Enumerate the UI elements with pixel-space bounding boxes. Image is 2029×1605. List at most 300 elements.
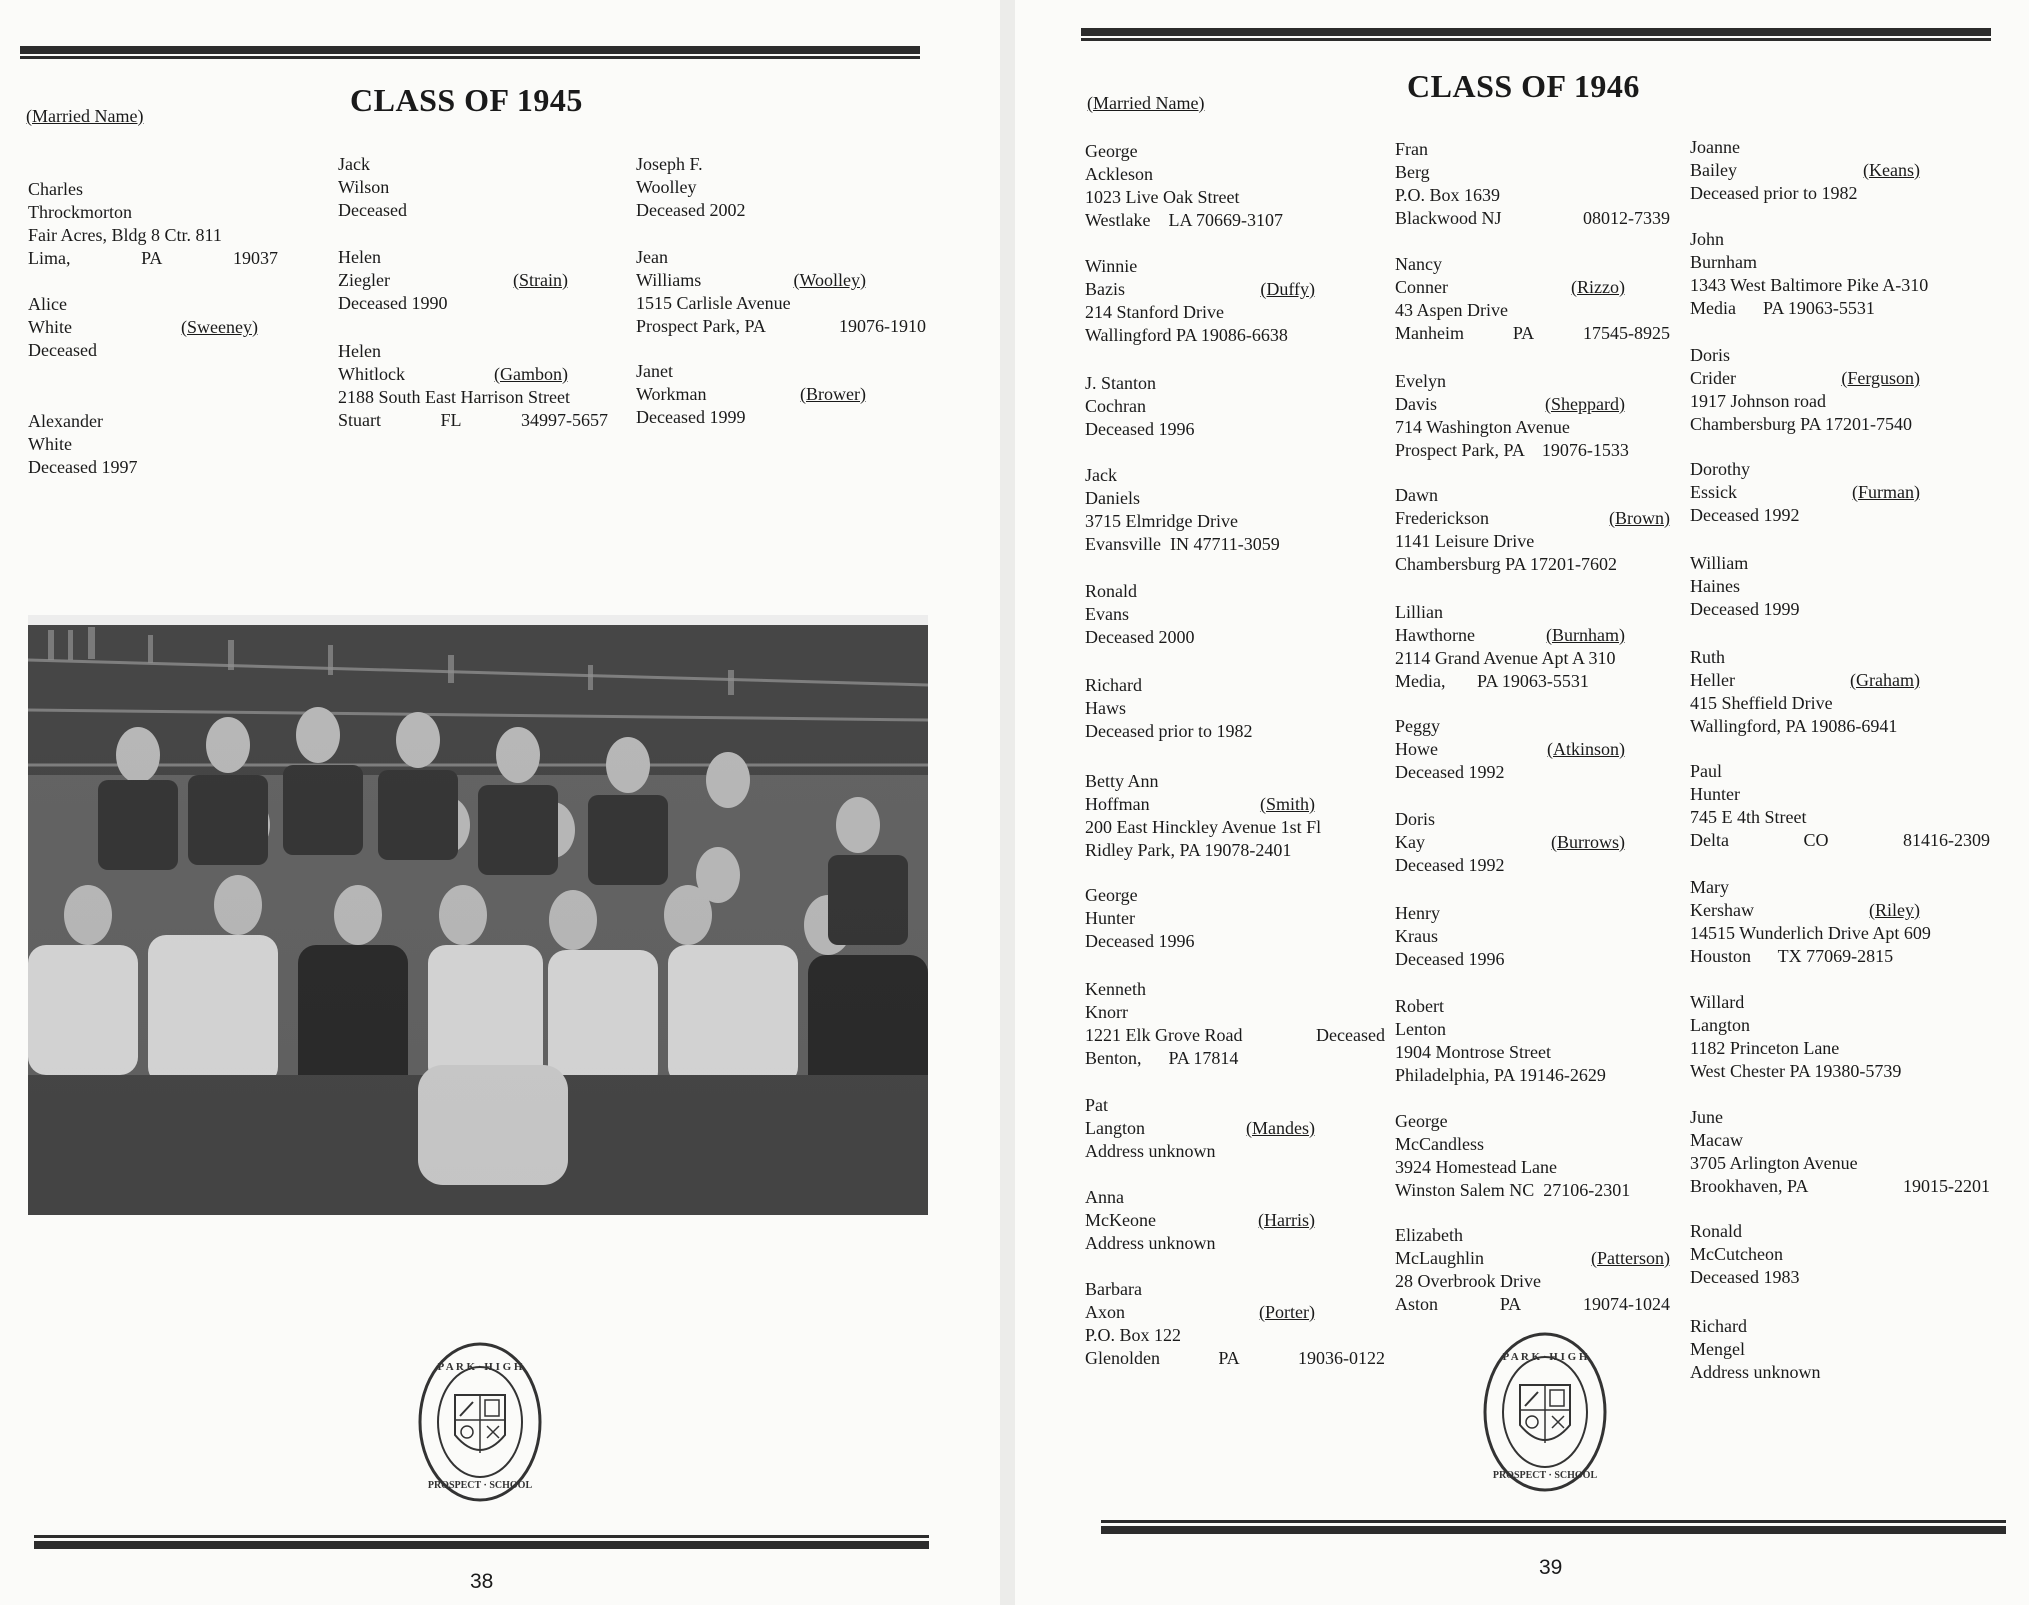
married-name: (Harris) xyxy=(1258,1210,1315,1230)
zip: 19076-1910 xyxy=(839,316,926,336)
first-name: Helen xyxy=(338,247,381,267)
address-line: Prospect Park, PA 19076-1533 xyxy=(1395,440,1629,460)
surname-row xyxy=(1085,395,1385,418)
last-name: Ackleson xyxy=(1085,164,1153,184)
zip: 19074-1024 xyxy=(1583,1294,1670,1314)
married-name: (Burnham) xyxy=(1546,625,1625,645)
alumni-entry xyxy=(338,246,608,315)
alumni-entry xyxy=(1690,1220,1990,1289)
address-line: 28 Overbrook Drive xyxy=(1395,1271,1541,1291)
last-name: Burnham xyxy=(1690,252,1757,272)
first-name: Janet xyxy=(636,361,673,381)
surname-row xyxy=(1395,831,1670,854)
zip: 19015-2201 xyxy=(1903,1176,1990,1196)
last-name: Throckmorton xyxy=(28,202,132,222)
last-name: Macaw xyxy=(1690,1130,1743,1150)
married-name: (Graham) xyxy=(1850,670,1920,690)
last-name: McCandless xyxy=(1395,1134,1484,1154)
state: PA xyxy=(1218,1348,1240,1368)
book-gutter xyxy=(1000,0,1015,1605)
top-rule xyxy=(20,46,920,60)
svg-text:PROSPECT · SCHOOL: PROSPECT · SCHOOL xyxy=(427,1480,533,1491)
first-name: Willard xyxy=(1690,992,1745,1012)
zip: 17545-8925 xyxy=(1582,323,1670,343)
last-name: Howe xyxy=(1395,739,1438,759)
city: Manheim xyxy=(1395,323,1464,343)
first-name: Dorothy xyxy=(1690,459,1750,479)
first-name: Ronald xyxy=(1085,581,1137,601)
surname-row xyxy=(1395,1247,1670,1270)
first-name: John xyxy=(1690,229,1725,249)
surname-row xyxy=(1085,487,1385,510)
school-seal xyxy=(1480,1330,1610,1500)
address-line: 2188 South East Harrison Street xyxy=(338,387,570,407)
address-line: 214 Stanford Drive xyxy=(1085,302,1224,322)
first-name: Robert xyxy=(1395,996,1444,1016)
alumni-entry xyxy=(1395,808,1670,877)
alumni-entry xyxy=(1395,253,1670,345)
first-name: Helen xyxy=(338,341,381,361)
address-line: Deceased xyxy=(338,200,407,220)
address-line: Deceased 1996 xyxy=(1085,419,1195,439)
married-name: (Keans) xyxy=(1863,160,1920,180)
last-name: Kraus xyxy=(1395,926,1438,946)
first-name: William xyxy=(1690,553,1749,573)
first-name: Alexander xyxy=(28,411,103,431)
surname-row xyxy=(338,269,608,292)
address-line: 745 E 4th Street xyxy=(1690,807,1807,827)
married-name: (Rizzo) xyxy=(1571,277,1625,297)
surname-row xyxy=(1085,1301,1385,1324)
first-name: Alice xyxy=(28,294,67,314)
city: Delta xyxy=(1690,830,1729,850)
address-line xyxy=(1085,1347,1385,1370)
last-name: White xyxy=(28,434,72,454)
address-line: Deceased prior to 1982 xyxy=(1085,721,1253,741)
city: Stuart xyxy=(338,410,381,430)
address-line: Address unknown xyxy=(1690,1362,1821,1382)
address-line: Philadelphia, PA 19146-2629 xyxy=(1395,1065,1606,1085)
address-line: Address unknown xyxy=(1085,1141,1216,1161)
last-name: McCutcheon xyxy=(1690,1244,1783,1264)
surname-row xyxy=(636,176,926,199)
married-name: (Woolley) xyxy=(793,270,866,290)
address-line xyxy=(1690,1175,1990,1198)
class-photo xyxy=(28,615,928,1215)
surname-row xyxy=(1690,575,1990,598)
alumni-entry xyxy=(1085,770,1385,862)
last-name: Davis xyxy=(1395,394,1437,414)
address-line: Chambersburg PA 17201-7602 xyxy=(1395,554,1618,574)
address-line: Deceased 1983 xyxy=(1690,1267,1800,1287)
married-name: (Burrows) xyxy=(1551,832,1625,852)
address-line: 3715 Elmridge Drive xyxy=(1085,511,1238,531)
surname-row xyxy=(1690,1243,1990,1266)
zip: 81416-2309 xyxy=(1903,830,1990,850)
address-line: Houston TX 77069-2815 xyxy=(1690,946,1894,966)
state: PA xyxy=(1499,1294,1522,1314)
surname-row xyxy=(1395,276,1670,299)
last-name: Lenton xyxy=(1395,1019,1446,1039)
address-line: Wallingford, PA 19086-6941 xyxy=(1690,716,1898,736)
last-name: Heller xyxy=(1690,670,1735,690)
alumni-entry xyxy=(1085,1278,1385,1370)
alumni-entry xyxy=(1690,646,1990,738)
address-line: Deceased xyxy=(28,340,97,360)
city: Brookhaven, PA xyxy=(1690,1176,1809,1196)
surname-row xyxy=(1690,1129,1990,1152)
alumni-entry xyxy=(1395,1224,1670,1316)
page-38 xyxy=(0,0,1000,1605)
address-line: 1023 Live Oak Street xyxy=(1085,187,1240,207)
last-name: Bailey xyxy=(1690,160,1737,180)
last-name: Conner xyxy=(1395,277,1448,297)
first-name: Pat xyxy=(1085,1095,1109,1115)
alumni-entry xyxy=(636,360,926,429)
surname-row xyxy=(1395,507,1670,530)
address-line xyxy=(28,247,278,270)
first-name: Richard xyxy=(1085,675,1142,695)
last-name: Haines xyxy=(1690,576,1740,596)
last-name: Evans xyxy=(1085,604,1129,624)
address-line: Deceased 1992 xyxy=(1690,505,1800,525)
surname-row xyxy=(1690,251,1990,274)
address-line: Benton, PA 17814 xyxy=(1085,1048,1239,1068)
address-line: 1515 Carlisle Avenue xyxy=(636,293,791,313)
state: PA xyxy=(141,248,163,268)
class-title: CLASS OF 1946 xyxy=(1407,68,1640,104)
last-name: Wilson xyxy=(338,177,390,197)
alumni-entry xyxy=(1690,991,1990,1083)
married-name: (Mandes) xyxy=(1246,1118,1315,1138)
surname-row xyxy=(28,201,278,224)
bottom-rule xyxy=(34,1535,929,1549)
first-name: Jack xyxy=(338,154,370,174)
surname-row xyxy=(1690,783,1990,806)
first-name: Dawn xyxy=(1395,485,1438,505)
last-name: Knorr xyxy=(1085,1002,1128,1022)
address-line: Media PA 19063-5531 xyxy=(1690,298,1875,318)
married-name: (Porter) xyxy=(1259,1302,1315,1322)
alumni-entry xyxy=(636,246,926,338)
address-line: P.O. Box 1639 xyxy=(1395,185,1501,205)
address-line: 1141 Leisure Drive xyxy=(1395,531,1535,551)
address-line: Media, PA 19063-5531 xyxy=(1395,671,1589,691)
surname-row xyxy=(1085,1001,1385,1024)
address-line: Westlake LA 70669-3107 xyxy=(1085,210,1284,230)
address-line: Deceased 1996 xyxy=(1085,931,1195,951)
alumni-entry xyxy=(1395,370,1670,462)
address-line: Wallingford PA 19086-6638 xyxy=(1085,325,1288,345)
last-name: Haws xyxy=(1085,698,1126,718)
surname-row xyxy=(1690,1014,1990,1037)
page-39 xyxy=(1015,0,2029,1605)
first-name: Doris xyxy=(1395,809,1435,829)
married-name: (Brown) xyxy=(1609,508,1670,528)
last-name: Whitlock xyxy=(338,364,405,384)
surname-row xyxy=(1085,278,1385,301)
alumni-entry xyxy=(1085,978,1385,1070)
last-name: Bazis xyxy=(1085,279,1125,299)
married-name: (Sweeney) xyxy=(181,317,258,337)
alumni-entry xyxy=(1395,995,1670,1087)
address-line xyxy=(1395,322,1670,345)
address-line: Ridley Park, PA 19078-2401 xyxy=(1085,840,1292,860)
last-name: Frederickson xyxy=(1395,508,1489,528)
first-name: Peggy xyxy=(1395,716,1440,736)
address-line: 14515 Wunderlich Drive Apt 609 xyxy=(1690,923,1931,943)
alumni-entry xyxy=(338,153,608,222)
address-line: 3705 Arlington Avenue xyxy=(1690,1153,1858,1173)
last-name: Hawthorne xyxy=(1395,625,1475,645)
surname-row xyxy=(338,363,608,386)
city: Glenolden xyxy=(1085,1348,1160,1368)
last-name: Ziegler xyxy=(338,270,390,290)
address-line: Chambersburg PA 17201-7540 xyxy=(1690,414,1913,434)
first-name: Nancy xyxy=(1395,254,1442,274)
address-line: Deceased 1990 xyxy=(338,293,448,313)
address-line: 3924 Homestead Lane xyxy=(1395,1157,1557,1177)
address-line: 1343 West Baltimore Pike A-310 xyxy=(1690,275,1929,295)
last-name: Daniels xyxy=(1085,488,1140,508)
surname-row xyxy=(28,316,278,339)
alumni-entry xyxy=(636,153,926,222)
first-name: Henry xyxy=(1395,903,1440,923)
alumni-entry xyxy=(1085,372,1385,441)
alumni-entry xyxy=(1690,1315,1990,1384)
address-line: Deceased prior to 1982 xyxy=(1690,183,1858,203)
address-line: Evansville IN 47711-3059 xyxy=(1085,534,1280,554)
address-line: 1182 Princeton Lane xyxy=(1690,1038,1840,1058)
address-line: Deceased 1992 xyxy=(1395,855,1505,875)
married-name: (Atkinson) xyxy=(1547,739,1625,759)
class-title: CLASS OF 1945 xyxy=(350,82,583,118)
married-name: (Brower) xyxy=(800,384,866,404)
alumni-entry xyxy=(1085,884,1385,953)
last-name: Berg xyxy=(1395,162,1430,182)
first-name: George xyxy=(1085,141,1138,161)
alumni-entry xyxy=(1085,580,1385,649)
address-line: Deceased 2002 xyxy=(636,200,746,220)
last-name: McKeone xyxy=(1085,1210,1156,1230)
surname-row xyxy=(1395,1133,1670,1156)
address-line xyxy=(1395,1293,1670,1316)
first-name: Lillian xyxy=(1395,602,1443,622)
address-line: 1917 Johnson road xyxy=(1690,391,1826,411)
alumni-entry xyxy=(1395,715,1670,784)
alumni-entry xyxy=(1690,344,1990,436)
married-name: (Riley) xyxy=(1869,900,1920,920)
address-line: Deceased 1996 xyxy=(1395,949,1505,969)
last-name: Workman xyxy=(636,384,707,404)
surname-row xyxy=(1395,1018,1670,1041)
first-name: J. Stanton xyxy=(1085,373,1157,393)
last-name: Cochran xyxy=(1085,396,1146,416)
alumni-entry xyxy=(338,340,608,432)
first-name: Joseph F. xyxy=(636,154,703,174)
svg-text:P A R K · H I G H: P A R K · H I G H xyxy=(1502,1351,1588,1363)
alumni-entry xyxy=(28,410,278,479)
address-line: Deceased 1999 xyxy=(636,407,746,427)
married-name-label: (Married Name) xyxy=(1087,93,1205,113)
first-name: Jean xyxy=(636,247,668,267)
address-line: 415 Sheffield Drive xyxy=(1690,693,1833,713)
address-line: 200 East Hinckley Avenue 1st Fl xyxy=(1085,817,1322,837)
address-line: West Chester PA 19380-5739 xyxy=(1690,1061,1902,1081)
surname-row xyxy=(1085,163,1385,186)
address-line: Address unknown xyxy=(1085,1233,1216,1253)
address-line xyxy=(338,409,608,432)
first-name: George xyxy=(1395,1111,1448,1131)
surname-row xyxy=(1690,899,1990,922)
surname-row xyxy=(1690,367,1990,390)
alumni-entry xyxy=(1690,1106,1990,1198)
address-line: Deceased 1997 xyxy=(28,457,138,477)
address-line: P.O. Box 122 xyxy=(1085,1325,1182,1345)
first-name: George xyxy=(1085,885,1138,905)
surname-row xyxy=(1085,793,1385,816)
alumni-entry xyxy=(1395,1110,1670,1202)
last-name: Essick xyxy=(1690,482,1737,502)
alumni-entry xyxy=(1395,601,1670,693)
last-name: Hunter xyxy=(1085,908,1135,928)
svg-text:P A R K · H I G H: P A R K · H I G H xyxy=(437,1361,523,1373)
city: Blackwood NJ xyxy=(1395,208,1502,228)
married-name: (Furman) xyxy=(1852,482,1920,502)
alumni-entry xyxy=(1085,140,1385,232)
surname-row xyxy=(1085,1209,1385,1232)
surname-row xyxy=(1395,738,1670,761)
surname-row xyxy=(338,176,608,199)
first-name: Winnie xyxy=(1085,256,1138,276)
alumni-entry xyxy=(1085,1094,1385,1163)
surname-row xyxy=(1085,1117,1385,1140)
address-line: Deceased 2000 xyxy=(1085,627,1195,647)
first-name: Paul xyxy=(1690,761,1723,781)
married-name: (Duffy) xyxy=(1260,279,1315,299)
page-number: 39 xyxy=(1539,1556,1563,1579)
state: CO xyxy=(1803,830,1829,850)
last-name: Langton xyxy=(1690,1015,1750,1035)
last-name: Kershaw xyxy=(1690,900,1754,920)
first-name: Mary xyxy=(1690,877,1729,897)
svg-text:PROSPECT · SCHOOL: PROSPECT · SCHOOL xyxy=(1492,1470,1598,1481)
state: FL xyxy=(440,410,462,430)
alumni-entry xyxy=(1395,902,1670,971)
alumni-entry xyxy=(1085,255,1385,347)
alumni-entry xyxy=(28,178,278,270)
last-name: Hunter xyxy=(1690,784,1740,804)
last-name: Kay xyxy=(1395,832,1425,852)
first-name: Charles xyxy=(28,179,83,199)
alumni-entry xyxy=(1690,228,1990,320)
alumni-entry xyxy=(1690,136,1990,205)
last-name: Axon xyxy=(1085,1302,1125,1322)
alumni-entry xyxy=(1085,464,1385,556)
address-line: Winston Salem NC 27106-2301 xyxy=(1395,1180,1631,1200)
first-name: Elizabeth xyxy=(1395,1225,1463,1245)
zip: 19037 xyxy=(232,248,278,268)
address-line xyxy=(1085,1024,1385,1047)
address-line: Deceased 1999 xyxy=(1690,599,1800,619)
surname-row xyxy=(1085,603,1385,626)
top-rule xyxy=(1081,28,1991,42)
last-name: White xyxy=(28,317,72,337)
address-line xyxy=(1395,207,1670,230)
married-name: (Smith) xyxy=(1259,794,1315,814)
married-name: (Gambon) xyxy=(494,364,568,384)
address-line xyxy=(1690,829,1990,852)
page-number: 38 xyxy=(470,1570,494,1593)
surname-row xyxy=(1395,624,1670,647)
married-name: (Strain) xyxy=(513,270,568,290)
surname-row xyxy=(1690,1338,1990,1361)
first-name: Richard xyxy=(1690,1316,1747,1336)
surname-row xyxy=(1690,481,1990,504)
surname-row xyxy=(1395,925,1670,948)
address-line: Deceased 1992 xyxy=(1395,762,1505,782)
alumni-entry xyxy=(1690,458,1990,527)
zip: 08012-7339 xyxy=(1583,208,1670,228)
first-name: Kenneth xyxy=(1085,979,1146,999)
address-line: 43 Aspen Drive xyxy=(1395,300,1508,320)
alumni-entry xyxy=(1085,1186,1385,1255)
city: Prospect Park, PA xyxy=(636,316,766,336)
married-name: (Sheppard) xyxy=(1545,394,1625,414)
bottom-rule xyxy=(1101,1520,2006,1534)
surname-row xyxy=(1395,161,1670,184)
address-line xyxy=(636,315,926,338)
surname-row xyxy=(1395,393,1670,416)
state: PA xyxy=(1512,323,1535,343)
city: Lima, xyxy=(28,248,71,268)
school-seal xyxy=(415,1340,545,1510)
first-name: Anna xyxy=(1085,1187,1124,1207)
city: Aston xyxy=(1395,1294,1439,1314)
surname-row xyxy=(1085,907,1385,930)
first-name: Jack xyxy=(1085,465,1117,485)
address-line: 714 Washington Avenue xyxy=(1395,417,1570,437)
first-name: Betty Ann xyxy=(1085,771,1159,791)
last-name: McLaughlin xyxy=(1395,1248,1484,1268)
last-name: Crider xyxy=(1690,368,1736,388)
address-line: Fair Acres, Bldg 8 Ctr. 811 xyxy=(28,225,222,245)
surname-row xyxy=(28,433,278,456)
first-name: Doris xyxy=(1690,345,1730,365)
married-name: (Patterson) xyxy=(1591,1248,1670,1268)
surname-row xyxy=(1690,159,1990,182)
surname-row xyxy=(636,269,926,292)
surname-row xyxy=(1085,697,1385,720)
alumni-entry xyxy=(1395,484,1670,576)
married-name-label: (Married Name) xyxy=(26,106,144,126)
first-name: Fran xyxy=(1395,139,1428,159)
surname-row xyxy=(1690,669,1990,692)
first-name: Evelyn xyxy=(1395,371,1446,391)
married-name: (Ferguson) xyxy=(1841,368,1920,388)
first-name: Ruth xyxy=(1690,647,1726,667)
alumni-entry xyxy=(1395,138,1670,230)
last-name: Langton xyxy=(1085,1118,1145,1138)
zip: 34997-5657 xyxy=(520,410,608,430)
alumni-entry xyxy=(1690,552,1990,621)
last-name: Mengel xyxy=(1690,1339,1745,1359)
address-line: 1904 Montrose Street xyxy=(1395,1042,1551,1062)
first-name: Joanne xyxy=(1690,137,1740,157)
last-name: Woolley xyxy=(636,177,697,197)
alumni-entry xyxy=(1690,760,1990,852)
alumni-entry xyxy=(1085,674,1385,743)
